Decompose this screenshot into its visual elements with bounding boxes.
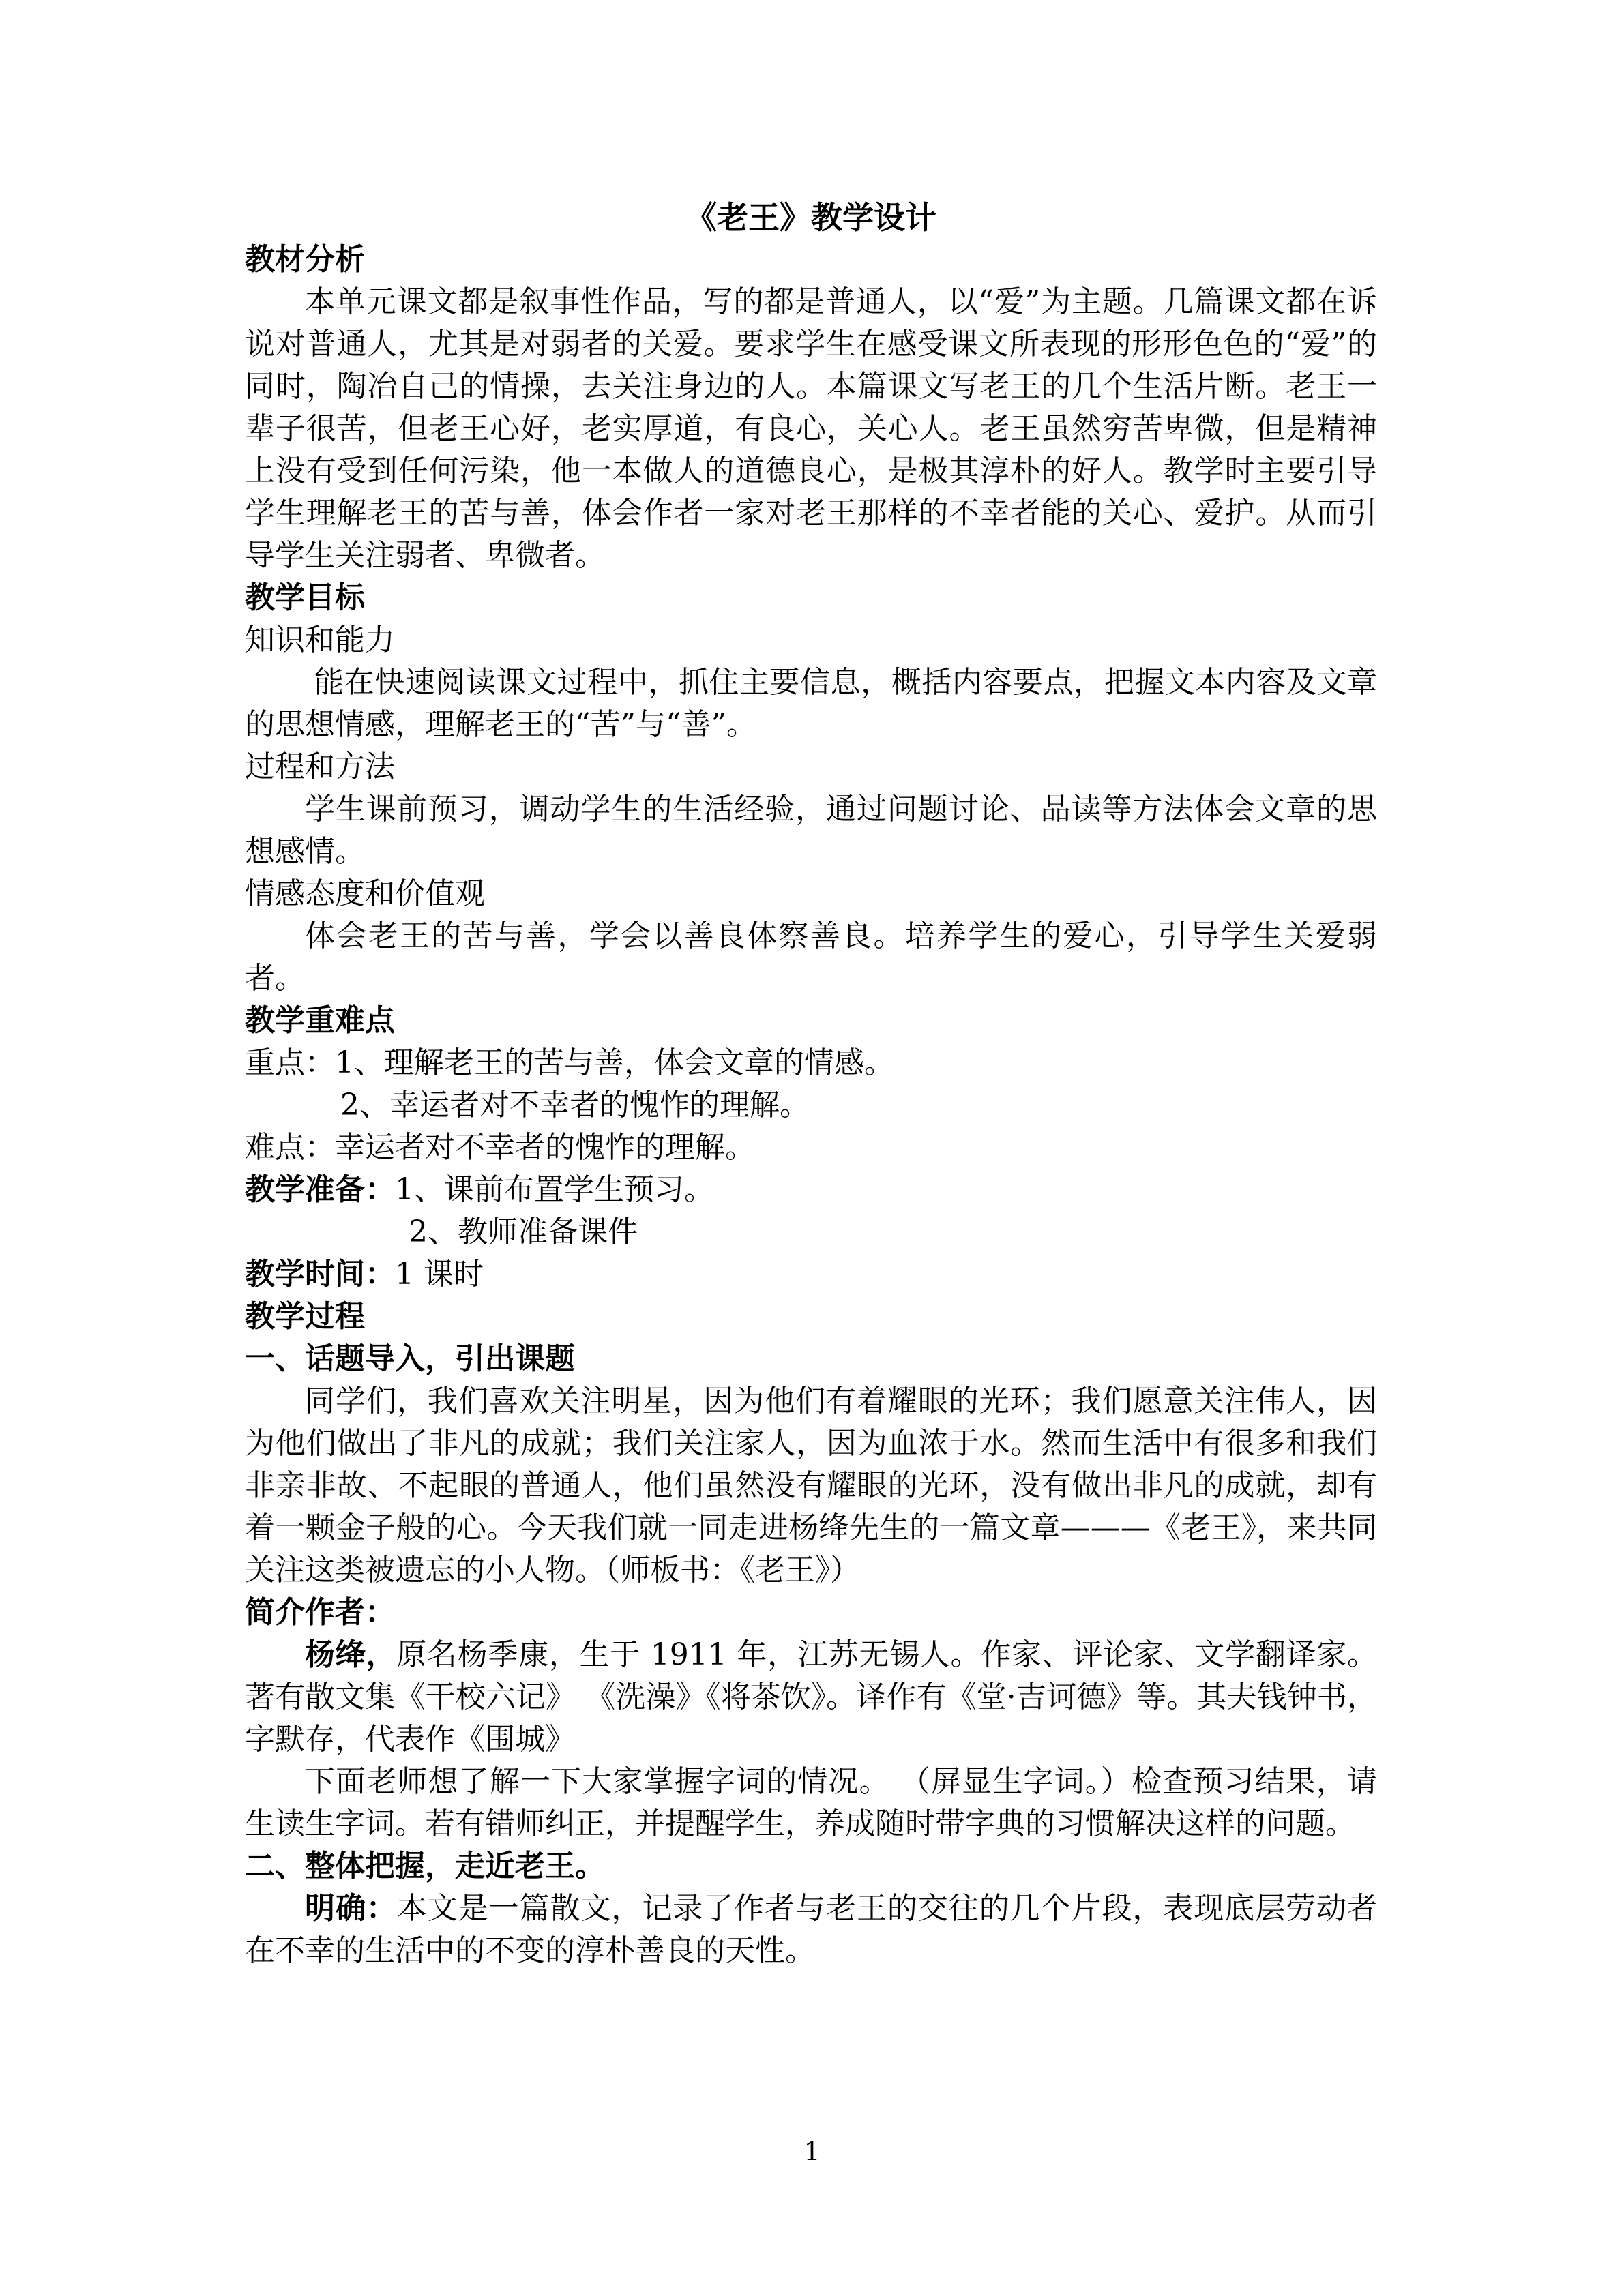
document-body (245, 196, 1377, 1972)
author-name: 杨绛， (305, 1637, 397, 1672)
goal-paragraph-process: 学生课前预习，调动学生的生活经验，通过问题讨论、品读等方法体会文章的思想感情。 (245, 792, 1377, 869)
page-number: 1 (803, 2136, 821, 2166)
section-heading-process: 教学过程 (245, 1299, 365, 1334)
process-part1-paragraph: 同学们，我们喜欢关注明星，因为他们有着耀眼的光环；我们愿意关注伟人，因为他们做出了非凡的成就；我们关注家人，因为血浓于水。然而生活中有很多和我们非亲非故、不起眼的普通人，他们虽然没有耀眼的光环，没有做出非凡的成就，却有着一颗金子般的心。今天我们就一同走进杨绛先生的一篇文章———《老王》，来共同关注这类被遗忘的小人物。（师板书：《老王》） (245, 1384, 1377, 1587)
goal-label-knowledge: 知识和能力 (245, 623, 395, 657)
time-line (245, 1253, 1377, 1296)
key-point-line-2: 2、幸运者对不幸者的愧怍的理解。 (340, 1088, 810, 1122)
time-value: 1 课时 (395, 1257, 484, 1292)
section-heading-key-points: 教学重难点 (245, 1003, 395, 1038)
clarify-paragraph (245, 1888, 1377, 1972)
author-paragraph (245, 1634, 1377, 1761)
goal-label-emotion: 情感态度和价值观 (245, 876, 485, 911)
author-body: 原名杨季康，生于 1911 年，江苏无锡人。作家、评论家、文学翻译家。著有散文集《干校六记》 《洗澡》《将茶饮》。译作有《堂·吉诃德》等。其夫钱钟书，字默存，代表作《围城》 (245, 1637, 1377, 1757)
key-point-line-1: 重点：1、理解老王的苦与善，体会文章的情感。 (245, 1045, 894, 1080)
time-label: 教学时间： (245, 1257, 395, 1292)
preparation-line-1 (245, 1169, 1377, 1211)
material-paragraph: 本单元课文都是叙事性作品，写的都是普通人，以“爱”为主题。几篇课文都在诉说对普通人，尤其是对弱者的关爱。要求学生在感受课文所表现的形形色色的“爱”的同时，陶冶自己的情操，去关注身边的人。本篇课文写老王的几个生活片断。老王一辈子很苦，但老王心好，老实厚道，有良心，关心人。老王虽然穷苦卑微，但是精神上没有受到任何污染，他一本做人的道德良心，是极其淳朴的好人。教学时主要引导学生理解老王的苦与善，体会作者一家对老王那样的不幸者能的关心、爱护。从而引导学生关注弱者、卑微者。 (245, 284, 1377, 573)
vocab-paragraph: 下面老师想了解一下大家掌握字词的情况。 （屏显生字词。）检查预习结果，请生读生字词。若有错师纠正，并提醒学生，养成随时带字典的习惯解决这样的问题。 (245, 1764, 1377, 1841)
clarify-body: 本文是一篇散文，记录了作者与老王的交往的几个片段，表现底层劳动者在不幸的生活中的不变的淳朴善良的天性。 (245, 1891, 1378, 1968)
goal-label-process: 过程和方法 (245, 749, 395, 784)
author-heading: 简介作者： (245, 1595, 395, 1630)
preparation-label: 教学准备： (245, 1172, 395, 1207)
document-title: 《老王》教学设计 (685, 199, 936, 236)
section-heading-goals: 教学目标 (245, 580, 365, 615)
process-part1-heading: 一、话题导入，引出课题 (245, 1341, 575, 1376)
section-heading-material: 教材分析 (245, 242, 365, 277)
preparation-line-2: 2、教师准备课件 (409, 1214, 638, 1249)
preparation-item-1: 1、课前布置学生预习。 (395, 1172, 714, 1207)
goal-paragraph-knowledge: 能在快速阅读课文过程中，抓住主要信息，概括内容要点，把握文本内容及文章的思想情感，理解老王的“苦”与“善”。 (245, 665, 1377, 742)
difficulty-line: 难点：幸运者对不幸者的愧怍的理解。 (245, 1130, 755, 1165)
clarify-label: 明确： (305, 1891, 397, 1926)
process-part2-heading: 二、整体把握，走近老王。 (245, 1849, 605, 1883)
goal-paragraph-emotion: 体会老王的苦与善，学会以善良体察善良。培养学生的爱心，引导学生关爱弱者。 (245, 919, 1377, 996)
